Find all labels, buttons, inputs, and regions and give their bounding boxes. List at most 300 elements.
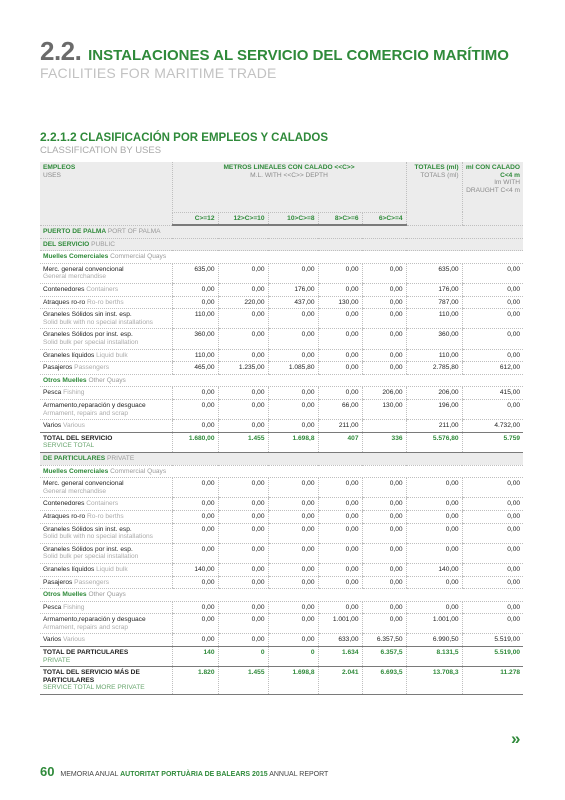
table-cell: 0,00	[462, 601, 523, 614]
table-cell: 6.357,50	[362, 634, 406, 647]
row-label-cell	[40, 420, 172, 433]
row-label: Atraques ro-ro	[43, 512, 86, 520]
table-cell: 1.455	[218, 667, 268, 695]
table-cell: 4.732,00	[462, 420, 523, 433]
row-label-en: Ro-ro berths	[87, 512, 124, 520]
table-cell: 0,00	[462, 263, 523, 283]
table-cell: 176,00	[406, 284, 462, 297]
section-heading	[40, 130, 328, 156]
table-cell: 206,00	[362, 387, 406, 400]
row-label: Armamento,reparación y desguace	[43, 402, 146, 409]
table-cell: 0,00	[268, 601, 318, 614]
table-cell: 0,00	[318, 284, 362, 297]
table-cell: 140,00	[172, 563, 218, 576]
table-cell: 0,00	[362, 601, 406, 614]
table-cell: 1.085,80	[268, 362, 318, 375]
header-uses: EMPLEOS USES	[40, 162, 172, 225]
row-label-en: PRIVATE	[107, 454, 135, 462]
row-label: Contenedores	[43, 500, 85, 508]
table-row	[40, 510, 523, 523]
group-label	[40, 225, 523, 238]
chapter-number: 2.2.	[40, 36, 82, 66]
row-label-cell	[40, 263, 172, 283]
table-cell: 0,00	[268, 523, 318, 543]
group-row	[40, 452, 523, 465]
table-cell: 0,00	[318, 263, 362, 283]
table-cell: 633,00	[318, 634, 362, 647]
table-cell: 0,00	[362, 563, 406, 576]
table-cell: 635,00	[172, 263, 218, 283]
table-cell: 0,00	[218, 349, 268, 362]
table-cell: 0,00	[406, 576, 462, 589]
table-cell: 612,00	[462, 362, 523, 375]
table-cell: 0,00	[462, 349, 523, 362]
table-row	[40, 296, 523, 309]
table-cell: 0,00	[172, 576, 218, 589]
table-cell: 0,00	[268, 400, 318, 420]
section-subtitle: CLASSIFICATION BY USES	[40, 145, 162, 156]
table-cell: 1.820	[172, 667, 218, 695]
group-label	[40, 238, 523, 251]
row-label: Otros Muelles	[43, 376, 87, 384]
table-cell: 0,00	[462, 576, 523, 589]
table-cell: 0,00	[462, 543, 523, 563]
row-label: Merc. general convencional	[43, 480, 124, 488]
row-label-en: Solid bulk with no special installations	[43, 533, 153, 541]
page-title	[40, 36, 509, 67]
table-cell: 0,00	[172, 601, 218, 614]
row-label: Graneles Sólidos por inst. esp.	[43, 545, 133, 553]
table-cell: 0,00	[362, 362, 406, 375]
table-cell: 0,00	[318, 563, 362, 576]
table-cell: 0,00	[362, 309, 406, 329]
table-cell: 1.680,00	[172, 432, 218, 452]
footer-report: MEMORIA ANUAL	[60, 771, 119, 778]
table-cell: 5.519,00	[462, 634, 523, 647]
table-cell: 0	[218, 647, 268, 667]
table-cell: 0,00	[172, 284, 218, 297]
subgroup-row	[40, 251, 523, 264]
row-label: PUERTO DE PALMA	[43, 228, 106, 236]
table-cell: 360,00	[406, 329, 462, 349]
row-label: Armamento,reparación y desguace	[43, 616, 146, 624]
row-label-cell	[40, 349, 172, 362]
table-cell: 0,00	[406, 478, 462, 498]
table-cell: 0,00	[318, 498, 362, 511]
table-cell: 66,00	[318, 400, 362, 420]
table-cell: 140	[172, 647, 218, 667]
table-cell: 0,00	[318, 523, 362, 543]
row-label-en: Containers	[86, 286, 119, 294]
row-label: DEL SERVICIO	[43, 240, 90, 248]
row-label: Graneles Sólidos sin inst. esp.	[43, 525, 132, 533]
row-label-cell	[40, 284, 172, 297]
table-cell: 130,00	[362, 400, 406, 420]
row-label-en: Various	[63, 422, 85, 430]
total-row	[40, 647, 523, 667]
table-cell: 0,00	[362, 576, 406, 589]
subgroup-label	[40, 589, 523, 602]
table-cell: 211,00	[406, 420, 462, 433]
table-cell: 0,00	[362, 614, 406, 634]
table-cell: 0,00	[218, 523, 268, 543]
table-cell: 635,00	[406, 263, 462, 283]
table-cell: 1.634	[318, 647, 362, 667]
table-cell: 0,00	[172, 614, 218, 634]
table-row	[40, 523, 523, 543]
table-cell: 0,00	[218, 387, 268, 400]
row-label: Pasajeros	[43, 364, 73, 372]
row-label-cell	[40, 563, 172, 576]
table-row	[40, 420, 523, 433]
row-label: TOTAL DEL SERVICIO	[43, 434, 113, 442]
table-cell: 0,00	[362, 263, 406, 283]
table-cell: 0,00	[362, 510, 406, 523]
table-cell: 787,00	[406, 296, 462, 309]
table-cell: 6.357,5	[362, 647, 406, 667]
table-cell: 0,00	[268, 510, 318, 523]
row-label: Varios	[43, 422, 62, 430]
table-row	[40, 263, 523, 283]
row-label-cell	[40, 432, 172, 452]
table-cell: 0,00	[172, 420, 218, 433]
table-cell: 0,00	[462, 329, 523, 349]
section-title-text: CLASIFICACIÓN POR EMPLEOS Y CALADOS	[79, 132, 329, 144]
row-label-en: Armament, repairs and scrap	[43, 623, 129, 631]
table-cell: 0,00	[268, 634, 318, 647]
table-cell: 5.519,00	[462, 647, 523, 667]
table-cell: 0,00	[462, 478, 523, 498]
table-cell: 437,00	[268, 296, 318, 309]
table-cell: 0,00	[462, 563, 523, 576]
header-meters: METROS LINEALES CON CALADO <<C>> M.L. WITH <<C>> DEPTH	[172, 162, 406, 212]
row-label: Muelles Comerciales	[43, 253, 109, 261]
table-row	[40, 576, 523, 589]
row-label-en: Other Quays	[88, 591, 126, 599]
table-cell: 1.698,8	[268, 432, 318, 452]
table-cell: 0,00	[218, 510, 268, 523]
table-cell: 0,00	[406, 510, 462, 523]
table-cell: 5.759	[462, 432, 523, 452]
total-row	[40, 432, 523, 452]
row-label: Merc. general convencional	[43, 265, 124, 273]
table-cell: 0,00	[218, 498, 268, 511]
table-cell: 0,00	[462, 284, 523, 297]
table-cell: 0,00	[218, 309, 268, 329]
row-label-en: Fishing	[63, 389, 85, 397]
table-cell: 0,00	[318, 362, 362, 375]
table-cell: 0,00	[462, 498, 523, 511]
row-label-cell	[40, 543, 172, 563]
row-label: Graneles Sólidos por inst. esp.	[43, 331, 133, 339]
table-cell: 140,00	[406, 563, 462, 576]
row-label-en: Liquid bulk	[96, 565, 128, 573]
table-cell: 0,00	[318, 309, 362, 329]
table-cell: 0,00	[172, 543, 218, 563]
chapter-subtitle: FACILITIES FOR MARITIME TRADE	[40, 65, 277, 81]
row-label-cell	[40, 523, 172, 543]
group-row	[40, 238, 523, 251]
table-cell: 0,00	[406, 498, 462, 511]
table-cell: 176,00	[268, 284, 318, 297]
table-cell: 1.698,8	[268, 667, 318, 695]
table-cell: 0,00	[172, 634, 218, 647]
table-cell: 0,00	[268, 387, 318, 400]
table-cell: 0,00	[462, 400, 523, 420]
row-label: TOTAL DEL SERVICIO MÁS DE PARTICULARES	[43, 669, 140, 684]
row-label: Pasajeros	[43, 578, 73, 586]
row-label-en: PUBLIC	[91, 240, 115, 248]
table-cell: 130,00	[318, 296, 362, 309]
table-cell: 0,00	[362, 523, 406, 543]
row-label-cell	[40, 362, 172, 375]
row-label: Pesca	[43, 389, 62, 397]
table-cell: 0,00	[362, 284, 406, 297]
table-row	[40, 478, 523, 498]
page-footer	[40, 764, 328, 779]
table-cell: 0,00	[268, 563, 318, 576]
table-row	[40, 329, 523, 349]
table-cell: 0,00	[218, 263, 268, 283]
page-header	[40, 36, 509, 81]
table-row	[40, 543, 523, 563]
row-label-cell	[40, 576, 172, 589]
row-label-cell	[40, 647, 172, 667]
row-label-cell	[40, 510, 172, 523]
band-header: C>=12	[172, 212, 218, 225]
table-cell: 0,00	[218, 543, 268, 563]
table-cell	[362, 420, 406, 433]
row-label-cell	[40, 329, 172, 349]
table-cell: 0,00	[172, 296, 218, 309]
table-cell: 0,00	[406, 523, 462, 543]
row-label-en: Solid bulk per special installation	[43, 553, 139, 561]
row-label-cell	[40, 478, 172, 498]
row-label-en: PORT OF PALMA	[107, 228, 161, 236]
row-label: Contenedores	[43, 286, 85, 294]
row-label-cell	[40, 667, 172, 695]
row-label-en: Containers	[86, 500, 119, 508]
subgroup-row	[40, 589, 523, 602]
table-cell: 0,00	[362, 478, 406, 498]
table-cell: 0,00	[218, 563, 268, 576]
row-label-en: SERVICE TOTAL	[43, 442, 95, 450]
table-cell: 0,00	[462, 296, 523, 309]
table-cell: 0,00	[318, 478, 362, 498]
table-cell: 220,00	[218, 296, 268, 309]
row-label-en: Commercial Quays	[110, 253, 167, 261]
chapter-title: INSTALACIONES AL SERVICIO DEL COMERCIO MARÍTIMO	[88, 47, 509, 64]
table-row	[40, 284, 523, 297]
table-cell: 0,00	[318, 387, 362, 400]
table-row	[40, 349, 523, 362]
row-label-en: General merchandise	[43, 273, 107, 281]
row-label-en: Commercial Quays	[110, 467, 167, 475]
row-label-cell	[40, 601, 172, 614]
table-cell: 0,00	[218, 576, 268, 589]
table-cell: 196,00	[406, 400, 462, 420]
table-cell: 11.278	[462, 667, 523, 695]
table-cell: 0,00	[268, 329, 318, 349]
footer-organization: AUTORITAT PORTUÀRIA DE BALEARS 2015	[120, 771, 268, 778]
table-cell: 0,00	[172, 523, 218, 543]
row-label-en: Ro-ro berths	[87, 298, 124, 306]
subgroup-label	[40, 374, 523, 387]
table-cell: 0,00	[318, 601, 362, 614]
row-label: Muelles Comerciales	[43, 467, 109, 475]
table-row	[40, 362, 523, 375]
table-cell: 0,00	[362, 543, 406, 563]
header-totals: TOTALES (ml) TOTALS (ml)	[406, 162, 462, 225]
table-cell: 110,00	[172, 309, 218, 329]
row-label-en: General merchandise	[43, 487, 107, 495]
table-cell: 0,00	[362, 349, 406, 362]
table-cell: 2.785,80	[406, 362, 462, 375]
table-cell: 0,00	[268, 420, 318, 433]
table-cell: 0,00	[318, 349, 362, 362]
table-cell: 6.693,5	[362, 667, 406, 695]
table-cell: 0,00	[318, 329, 362, 349]
row-label: Graneles líquidos	[43, 351, 95, 359]
row-label-en: Solid bulk with no special installations	[43, 318, 153, 326]
table-cell: 407	[318, 432, 362, 452]
row-label: Graneles Sólidos sin inst. esp.	[43, 311, 132, 319]
header-draught: ml CON CALADO C<4 m lm WITH DRAUGHT C<4 m	[462, 162, 523, 225]
table-cell: 0,00	[462, 523, 523, 543]
table-cell: 206,00	[406, 387, 462, 400]
subgroup-row	[40, 465, 523, 478]
group-row	[40, 225, 523, 238]
table-row	[40, 309, 523, 329]
table-cell: 1.001,00	[406, 614, 462, 634]
section-title	[40, 130, 328, 144]
row-label-en: Liquid bulk	[96, 351, 128, 359]
classification-table	[40, 162, 523, 695]
table-cell: 0,00	[268, 349, 318, 362]
table-cell: 0,00	[268, 309, 318, 329]
table-cell: 0,00	[268, 576, 318, 589]
table-cell: 0,00	[318, 576, 362, 589]
table-cell: 360,00	[172, 329, 218, 349]
table-row	[40, 400, 523, 420]
table-cell: 0,00	[172, 400, 218, 420]
group-label	[40, 452, 523, 465]
table-row	[40, 634, 523, 647]
row-label-en: Fishing	[63, 603, 85, 611]
table-cell: 110,00	[172, 349, 218, 362]
row-label: Pesca	[43, 603, 62, 611]
table-cell: 0,00	[462, 510, 523, 523]
row-label-cell	[40, 498, 172, 511]
table-cell: 0	[268, 647, 318, 667]
row-label-cell	[40, 634, 172, 647]
row-label-en: PRIVATE	[43, 656, 71, 664]
row-label-en: Passengers	[74, 364, 109, 372]
table-cell: 0,00	[406, 543, 462, 563]
footer-report-en: ANNUAL REPORT	[269, 771, 329, 778]
table-cell: 0,00	[218, 478, 268, 498]
next-page-icon: »	[511, 729, 517, 748]
table-cell: 0,00	[218, 420, 268, 433]
row-label-cell	[40, 400, 172, 420]
row-label-cell	[40, 309, 172, 329]
table-cell: 0,00	[172, 510, 218, 523]
table-cell: 336	[362, 432, 406, 452]
table-cell: 1.235,00	[218, 362, 268, 375]
row-label-en: Armament, repairs and scrap	[43, 409, 129, 417]
table-cell: 0,00	[218, 284, 268, 297]
table-cell: 211,00	[318, 420, 362, 433]
table-cell: 415,00	[462, 387, 523, 400]
table-body	[40, 225, 523, 694]
table-row	[40, 498, 523, 511]
band-header: 8>C>=6	[318, 212, 362, 225]
table-cell: 1.001,00	[318, 614, 362, 634]
band-header: 12>C>=10	[218, 212, 268, 225]
table-cell: 6.990,50	[406, 634, 462, 647]
table-cell: 0,00	[268, 498, 318, 511]
table-cell: 0,00	[218, 601, 268, 614]
table-cell: 8.131,5	[406, 647, 462, 667]
row-label: TOTAL DE PARTICULARES	[43, 649, 129, 657]
table-cell: 110,00	[406, 309, 462, 329]
table-cell: 13.708,3	[406, 667, 462, 695]
table-cell: 0,00	[462, 614, 523, 634]
table-row	[40, 601, 523, 614]
table-cell: 1.455	[218, 432, 268, 452]
row-label-en: Solid bulk per special installation	[43, 339, 139, 347]
table-cell: 0,00	[218, 634, 268, 647]
table-cell: 0,00	[172, 478, 218, 498]
table-cell: 0,00	[318, 543, 362, 563]
table-cell: 0,00	[268, 478, 318, 498]
row-label: Atraques ro-ro	[43, 298, 86, 306]
table-cell: 0,00	[362, 296, 406, 309]
row-label-en: SERVICE TOTAL MORE PRIVATE	[43, 684, 145, 692]
table-row	[40, 563, 523, 576]
table-cell: 0,00	[218, 329, 268, 349]
row-label-cell	[40, 387, 172, 400]
table-cell: 0,00	[268, 543, 318, 563]
subgroup-label	[40, 251, 523, 264]
subgroup-label	[40, 465, 523, 478]
table-cell: 0,00	[268, 614, 318, 634]
row-label-en: Other Quays	[88, 376, 126, 384]
table-cell: 0,00	[406, 601, 462, 614]
row-label-cell	[40, 614, 172, 634]
table-cell: 0,00	[318, 510, 362, 523]
table-cell: 5.576,80	[406, 432, 462, 452]
table-cell: 2.041	[318, 667, 362, 695]
table-cell: 110,00	[406, 349, 462, 362]
row-label-en: Passengers	[74, 578, 109, 586]
table-cell: 0,00	[172, 387, 218, 400]
table-row	[40, 614, 523, 634]
row-label-cell	[40, 296, 172, 309]
row-label: Otros Muelles	[43, 591, 87, 599]
section-number: 2.2.1.2	[40, 130, 77, 144]
table-cell: 0,00	[362, 329, 406, 349]
band-header: 6>C>=4	[362, 212, 406, 225]
subgroup-row	[40, 374, 523, 387]
table-row	[40, 387, 523, 400]
band-header: 10>C>=8	[268, 212, 318, 225]
row-label: Varios	[43, 636, 62, 644]
row-label: DE PARTICULARES	[43, 454, 106, 462]
table-cell: 0,00	[268, 263, 318, 283]
row-label-en: Various	[63, 636, 85, 644]
table-cell: 0,00	[218, 400, 268, 420]
